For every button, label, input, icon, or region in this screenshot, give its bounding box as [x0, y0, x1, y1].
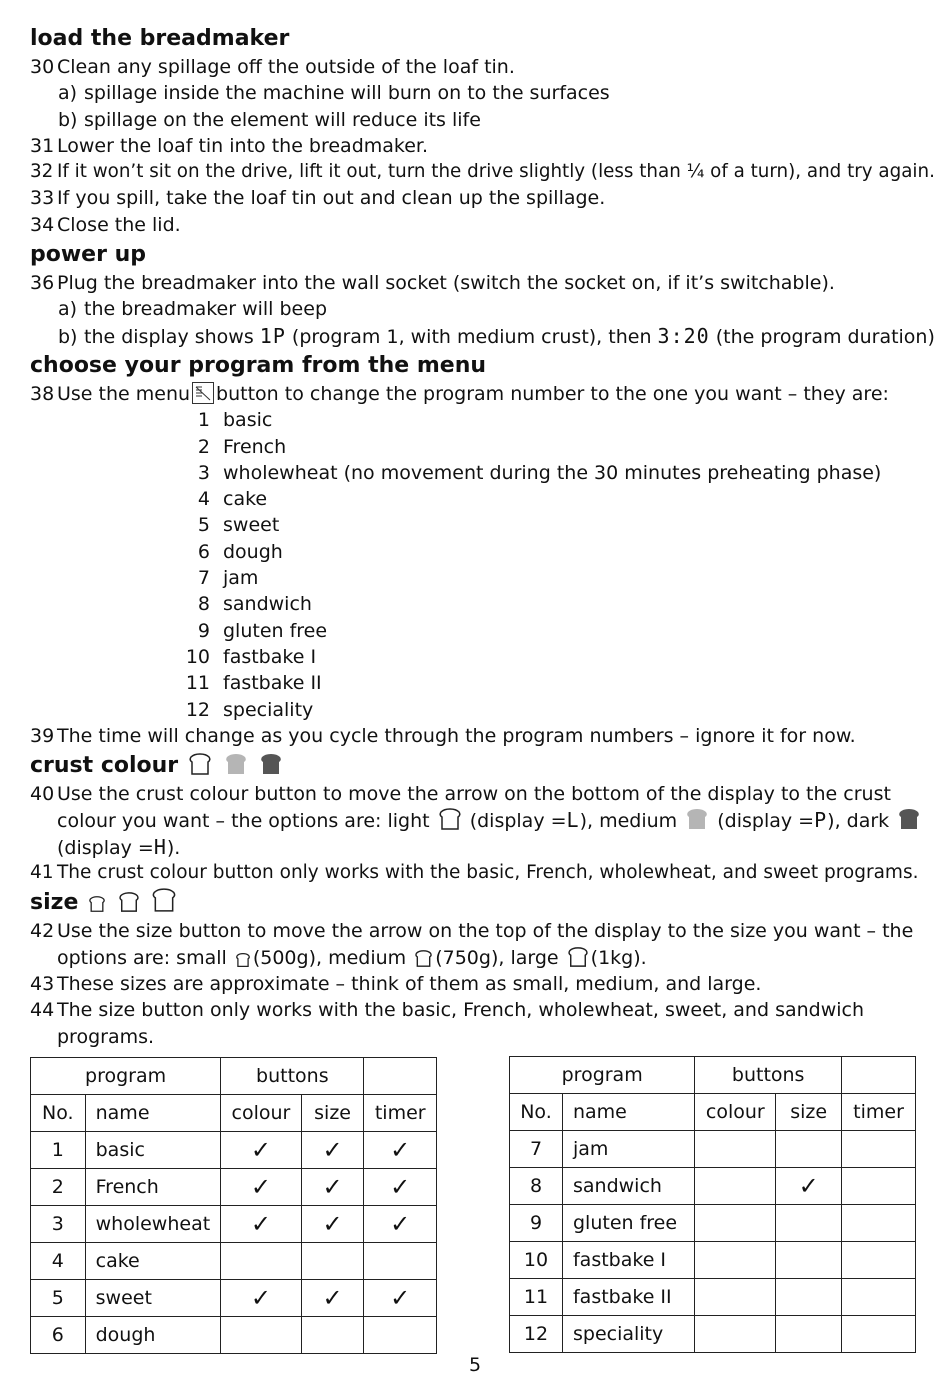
cell-name: cake	[85, 1243, 221, 1280]
program-list-item: 3 wholewheat (no movement during the 30 minutes preheating phase)	[197, 461, 882, 484]
cell-no: 9	[510, 1205, 563, 1242]
cell-name: fastbake II	[562, 1279, 694, 1316]
cell-size	[776, 1316, 842, 1353]
program-list-item: 9 gluten free	[197, 619, 328, 642]
header-no: No.	[31, 1095, 86, 1132]
cell-name: sandwich	[562, 1168, 694, 1205]
cell-colour	[695, 1316, 776, 1353]
step-36b: b) the display shows 1P (program 1, with medium crust), then 3:20 (the program duration)	[58, 323, 935, 348]
cell-no: 6	[31, 1317, 86, 1354]
cell-timer	[842, 1131, 916, 1168]
cell-size	[776, 1205, 842, 1242]
step-34: 34 Close the lid.	[30, 213, 181, 236]
program-list-item: 7 jam	[197, 567, 259, 590]
cell-name: gluten free	[562, 1205, 694, 1242]
cell-colour	[221, 1206, 302, 1243]
header-colour: colour	[695, 1094, 776, 1131]
heading-menu: choose your program from the menu	[30, 352, 487, 378]
cell-timer	[364, 1132, 437, 1169]
cell-no: 2	[31, 1169, 86, 1206]
table-row	[510, 1316, 916, 1353]
header-blank	[842, 1057, 916, 1094]
program-list-item: 5 sweet	[197, 514, 280, 537]
cell-size	[301, 1132, 364, 1169]
program-list-item: 12 speciality	[185, 698, 314, 721]
program-list-item: 10 fastbake I	[185, 645, 317, 668]
cell-timer	[364, 1243, 437, 1280]
cell-timer	[364, 1317, 437, 1354]
cell-no: 11	[510, 1279, 563, 1316]
program-list-item: 11 fastbake II	[185, 672, 322, 695]
cell-name: jam	[562, 1131, 694, 1168]
cell-no: 4	[31, 1243, 86, 1280]
check-mark-icon: ✓	[250, 1210, 271, 1238]
step-38: 38 Use the menu button to change the program number to the one you want – they are:	[30, 382, 889, 405]
step-39: 39 The time will change as you cycle through the program numbers – ignore it for now.	[30, 724, 856, 747]
cell-colour	[221, 1132, 302, 1169]
check-mark-icon: ✓	[390, 1210, 411, 1238]
lcd-display-medium: P	[814, 808, 828, 833]
cell-size	[301, 1243, 364, 1280]
step-30a: a) spillage inside the machine will burn on to the surfaces	[58, 82, 610, 105]
cell-timer	[842, 1242, 916, 1279]
cell-colour	[695, 1205, 776, 1242]
cell-size	[776, 1168, 842, 1205]
header-buttons: buttons	[695, 1057, 842, 1094]
header-name: name	[562, 1094, 694, 1131]
step-40-c: (display =H).	[57, 834, 181, 859]
header-timer: timer	[364, 1095, 437, 1132]
header-colour: colour	[221, 1095, 302, 1132]
program-table-left	[30, 1057, 437, 1354]
program-table-right	[509, 1056, 916, 1353]
loaf-medium-icon	[224, 753, 248, 784]
header-program: program	[31, 1058, 221, 1095]
check-mark-icon: ✓	[322, 1284, 343, 1312]
header-no: No.	[510, 1094, 563, 1131]
step-42-b: options are: small (500g), medium (750g), large (1kg).	[30, 945, 920, 971]
cell-timer	[842, 1279, 916, 1316]
cell-colour	[695, 1131, 776, 1168]
program-list-item: 4 cake	[197, 488, 268, 511]
cell-timer	[364, 1280, 437, 1317]
loaf-medium-size-icon	[118, 891, 140, 921]
program-list-item: 6 dough	[197, 540, 283, 563]
step-44-b: programs.	[57, 1025, 155, 1048]
cell-size	[776, 1242, 842, 1279]
step-30: 30 Clean any spillage off the outside of the loaf tin.	[30, 56, 515, 78]
cell-no: 3	[31, 1206, 86, 1243]
lcd-display-duration: 3:20	[657, 323, 710, 348]
cell-timer	[364, 1169, 437, 1206]
table-row	[510, 1279, 916, 1316]
cell-timer	[842, 1316, 916, 1353]
cell-name: fastbake I	[562, 1242, 694, 1279]
header-blank	[364, 1058, 437, 1095]
lcd-display-dark: H	[153, 834, 167, 859]
cell-no: 7	[510, 1131, 563, 1168]
heading-crust: crust colour	[30, 751, 920, 781]
program-list-item: 2 French	[197, 435, 287, 458]
table-row	[510, 1242, 916, 1279]
cell-no: 8	[510, 1168, 563, 1205]
cell-timer	[842, 1168, 916, 1205]
step-44-a: 44 The size button only works with the basic, French, wholewheat, sweet, and sandwich	[30, 999, 865, 1022]
step-42-a: 42 Use the size button to move the arrow on the top of the display to the size you want – the	[30, 920, 914, 943]
step-30b: b) spillage on the element will reduce its life	[58, 108, 481, 131]
check-mark-icon: ✓	[798, 1172, 819, 1200]
program-list-item: 1 basic	[197, 409, 273, 432]
cell-size	[301, 1206, 364, 1243]
cell-colour	[221, 1280, 302, 1317]
lcd-display-1p: 1P	[259, 323, 286, 348]
step-40-a: 40 Use the crust colour button to move the arrow on the bottom of the display to the crust	[30, 783, 891, 806]
lcd-display-light: L	[566, 808, 580, 833]
program-list-item: 8 sandwich	[197, 593, 312, 616]
cell-timer	[364, 1206, 437, 1243]
header-buttons: buttons	[221, 1058, 364, 1095]
table-row	[31, 1132, 437, 1169]
table-row	[31, 1317, 437, 1354]
cell-size	[301, 1317, 364, 1354]
heading-size: size	[30, 888, 920, 918]
table-row	[31, 1206, 437, 1243]
heading-load: load the breadmaker	[30, 26, 290, 51]
loaf-small-icon	[88, 891, 106, 921]
loaf-light-icon	[188, 753, 212, 784]
heading-power: power up	[30, 242, 147, 268]
header-name: name	[85, 1095, 221, 1132]
loaf-large-icon	[151, 888, 177, 921]
header-program: program	[510, 1057, 695, 1094]
cell-colour	[695, 1279, 776, 1316]
cell-size	[301, 1280, 364, 1317]
step-31: 31 Lower the loaf tin into the breadmaker.	[30, 134, 429, 157]
cell-colour	[695, 1242, 776, 1279]
step-43: 43 These sizes are approximate – think of them as small, medium, and large.	[30, 972, 762, 995]
step-40-b: colour you want – the options are: light (display =L), medium (display =P), dark	[30, 807, 920, 833]
table-row	[31, 1169, 437, 1206]
check-mark-icon: ✓	[390, 1136, 411, 1164]
loaf-large-icon	[567, 947, 589, 974]
cell-size	[776, 1279, 842, 1316]
check-mark-icon: ✓	[322, 1136, 343, 1164]
cell-name: basic	[85, 1132, 221, 1169]
step-41: 41 The crust colour button only works with the basic, French, wholewheat, and sweet programs.	[30, 862, 919, 884]
table-row	[510, 1131, 916, 1168]
cell-no: 10	[510, 1242, 563, 1279]
check-mark-icon: ✓	[322, 1210, 343, 1238]
manual-page	[30, 24, 935, 1048]
cell-name: wholewheat	[85, 1206, 221, 1243]
check-mark-icon: ✓	[322, 1173, 343, 1201]
cell-colour	[221, 1169, 302, 1206]
step-33: 33 If you spill, take the loaf tin out and clean up the spillage.	[30, 187, 606, 210]
table-row	[510, 1205, 916, 1242]
header-timer: timer	[842, 1094, 916, 1131]
cell-name: dough	[85, 1317, 221, 1354]
cell-colour	[695, 1168, 776, 1205]
check-mark-icon: ✓	[250, 1173, 271, 1201]
cell-name: speciality	[562, 1316, 694, 1353]
page-number: 5	[468, 1354, 482, 1376]
step-36a: a) the breadmaker will beep	[58, 298, 328, 321]
cell-name: sweet	[85, 1280, 221, 1317]
cell-colour	[221, 1317, 302, 1354]
table-row	[510, 1168, 916, 1205]
step-32: 32 If it won’t sit on the drive, lift it out, turn the drive slightly (less than ¼ of a turn), and try again.	[30, 161, 935, 183]
cell-timer	[842, 1205, 916, 1242]
cell-no: 5	[31, 1280, 86, 1317]
header-size: size	[776, 1094, 842, 1131]
cell-name: French	[85, 1169, 221, 1206]
cell-size	[776, 1131, 842, 1168]
header-size: size	[301, 1095, 364, 1132]
cell-size	[301, 1169, 364, 1206]
menu-button-icon	[192, 382, 214, 404]
check-mark-icon: ✓	[390, 1173, 411, 1201]
loaf-dark-icon	[259, 753, 283, 784]
program-list	[30, 407, 920, 723]
check-mark-icon: ✓	[250, 1136, 271, 1164]
table-row	[31, 1243, 437, 1280]
cell-colour	[221, 1243, 302, 1280]
step-36: 36 Plug the breadmaker into the wall socket (switch the socket on, if it’s switchable).	[30, 272, 835, 295]
cell-no: 1	[31, 1132, 86, 1169]
check-mark-icon: ✓	[250, 1284, 271, 1312]
check-mark-icon: ✓	[390, 1284, 411, 1312]
cell-no: 12	[510, 1316, 563, 1353]
table-row	[31, 1280, 437, 1317]
